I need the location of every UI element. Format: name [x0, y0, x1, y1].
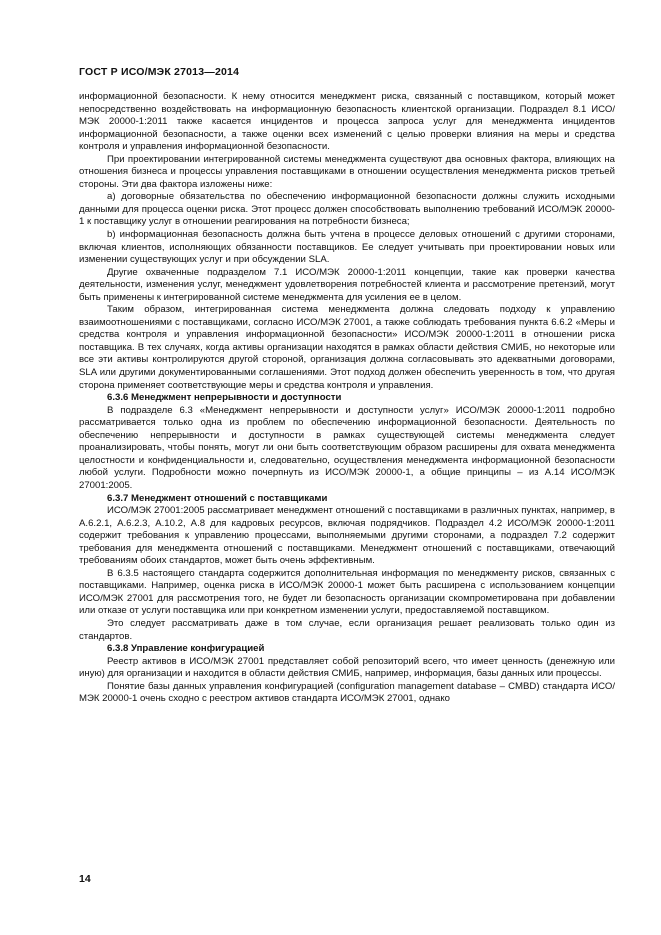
paragraph: В подразделе 6.3 «Менеджмент непрерывности и доступности услуг» ИСО/МЭК 20000-1:2011 подробно рассматривается только одна из проблем по обеспечению информационной безопасности. Деятельность по обеспечению непрерывности и доступности в рамках существующей системы менеджмента следует проанализировать, чтобы понять, могут ли они быть соответствующим образом расширены для охвата менеджмента целостности и конфиденциальности и, следовательно, осуществления менеджмента информационной безопасности любой услуги. Подробности можно почерпнуть из ИСО/МЭК 20000-1, а общие принципы – из А.14 ИСО/МЭК 27001:2005.	[79, 404, 615, 491]
paragraph: Понятие базы данных управления конфигурацией (configuration management database – CMBD) стандарта ИСО/МЭК 20000-1 очень сходно с реестром активов стандарта ИСО/МЭК 27001, однако	[79, 680, 615, 705]
paragraph: Таким образом, интегрированная система менеджмента должна следовать подходу к управлению взаимоотношениями с поставщиками, согласно ИСО/МЭК 27001, а также соблюдать требования пункта 6.6.2 «Меры и средства контроля и управления информационной безопасности» ИСО/МЭК 20000-1:2011 в отношении риска поставщика. В тех случаях, когда активы организации находятся в рамках области действия СМИБ, но некоторые или все эти активы контролируются другой стороной, организация должна согласовывать это адекватными договорами, SLA или другими документированными соглашениями. Этот подход должен обеспечить уверенность в том, что другая сторона применяет соответствующие меры и средства контроля и управления.	[79, 304, 615, 391]
paragraph: Это следует рассматривать даже в том случае, если организация решает реализовать только один из стандартов.	[79, 617, 615, 642]
paragraph: Другие охваченные подразделом 7.1 ИСО/МЭК 20000-1:2011 концепции, такие как проверки качества деятельности, изменения услуг, менеджмент удовлетворения потребностей клиента и рассмотрение претензий, могут быть применены к интегрированной системе менеджмента для усиления ее в целом.	[79, 266, 615, 303]
paragraph: информационной безопасности. К нему относится менеджмент риска, связанный с поставщиком, который может непосредственно воздействовать на информационную безопасность клиентской организации. Подраздел 8.1 ИСО/МЭК 20000-1:2011 также касается инцидентов и процесса запроса услуг для менеджмента инцидентов информационной безопасности, а также оценки всех изменений с целью проверки влияния на меры и средства контроля и управления информационной безопасности.	[79, 91, 615, 153]
paragraph: При проектировании интегрированной системы менеджмента существуют два основных фактора, влияющих на отношения бизнеса и процессы управления поставщиками в отношении осуществления менеджмента рисков третьей стороны. Эти два фактора изложены ниже:	[79, 153, 615, 190]
document-header: ГОСТ Р ИСО/МЭК 27013—2014	[79, 66, 240, 78]
paragraph: ИСО/МЭК 27001:2005 рассматривает менеджмент отношений с поставщиками в различных пунктах, например, в А.6.2.1, А.6.2.3, А.10.2, А.8 для кадровых ресурсов, включая подрядчиков. Подраздел 4.2 ИСО/МЭК 20000-1:2011 содержит требования к управлению процессами, выполняемыми другими сторонами, а подраздел 7.2 содержит требования для менеджмента отношений с поставщиками. Менеджмент отношений с поставщиками, отвечающий требованиям обоих стандартов, может быть очень эффективным.	[79, 505, 615, 567]
paragraph: В 6.3.5 настоящего стандарта содержится дополнительная информация по менеджменту рисков, связанных с поставщиками. Например, оценка риска в ИСО/МЭК 20000-1 может быть расширена с использованием концепции ИСО/МЭК 27001 для рассмотрения того, не будет ли безопасность организации скомпрометирована при добавлении или отказе от услуги поставщика или при конкретном изменении услуги, предоставляемой поставщиком.	[79, 567, 615, 617]
section-heading: 6.3.7 Менеджмент отношений с поставщиками	[107, 492, 328, 504]
paragraph: Реестр активов в ИСО/МЭК 27001 представляет собой репозиторий всего, что имеет ценность (денежную или иную) для организации и находится в области действия СМИБ, например, информация, базы данных или процессы.	[79, 655, 615, 680]
paragraph: a) договорные обязательства по обеспечению информационной безопасности должны служить исходными данными для процесса оценки риска. Этот процесс должен способствовать выполнению требований ИСО/МЭК 20000-1 к поставщику услуг в отношении реагирования на потребности бизнеса;	[79, 191, 615, 228]
section-heading: 6.3.6 Менеджмент непрерывности и доступности	[107, 392, 342, 404]
paragraph: b) информационная безопасность должна быть учтена в процессе деловых отношений с другими сторонами, включая клиентов, исполняющих обязанности поставщиков. Ее следует учитывать при проектировании новых или изменении существующих услуг и при обсуждении SLA.	[79, 229, 615, 266]
section-heading: 6.3.8 Управление конфигурацией	[107, 643, 265, 655]
document-body	[79, 91, 615, 706]
page-number: 14	[79, 873, 91, 885]
